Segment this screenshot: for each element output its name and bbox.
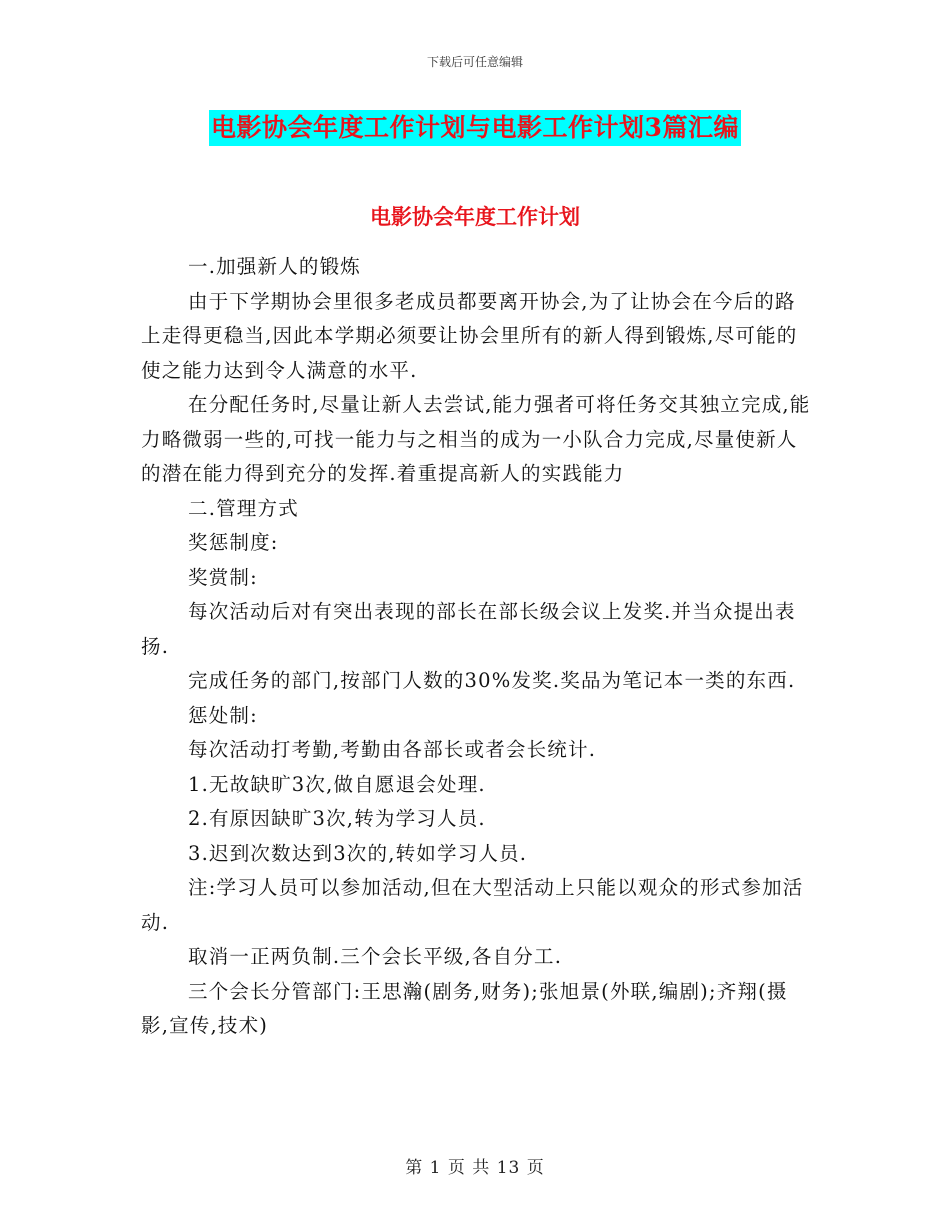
paragraph: 注:学习人员可以参加活动,但在大型活动上只能以观众的形式参加活动.	[141, 876, 804, 934]
paragraph: 2.有原因缺旷3次,转为学习人员.	[188, 807, 486, 830]
paragraph: 二.管理方式	[188, 496, 299, 520]
paragraph: 取消一正两负制.三个会长平级,各自分工.	[188, 945, 563, 968]
document-body	[141, 250, 811, 1044]
paragraph: 惩处制:	[188, 703, 258, 727]
paragraph: 三个会长分管部门:王思瀚(剧务,财务);张旭景(外联,编剧);齐翔(摄影,宣传,技术)	[141, 979, 788, 1037]
paragraph: 由于下学期协会里很多老成员都要离开协会,为了让协会在今后的路上走得更稳当,因此本学期必须要让协会里所有的新人得到锻炼,尽可能的使之能力达到令人满意的水平.	[141, 289, 798, 382]
paragraph: 奖惩制度:	[188, 531, 279, 554]
paragraph: 奖赏制:	[188, 565, 258, 589]
page-footer: 第 1 页 共 13 页	[405, 1158, 545, 1178]
paragraph: 一.加强新人的锻炼	[188, 255, 361, 278]
paragraph: 每次活动后对有突出表现的部长在部长级会议上发奖.并当众提出表扬.	[141, 600, 796, 658]
paragraph: 在分配任务时,尽量让新人去尝试,能力强者可将任务交其独立完成,能力略微弱一些的,可找一能力与之相当的成为一小队合力完成,尽量使新人的潜在能力得到充分的发挥.着重提高新人的实践能力	[141, 393, 811, 485]
paragraph: 1.无故缺旷3次,做自愿退会处理.	[188, 772, 486, 796]
paragraph: 完成任务的部门,按部门人数的30%发奖.奖品为笔记本一类的东西.	[188, 669, 796, 692]
document-title-container	[0, 110, 950, 146]
header-note: 下载后可任意编辑	[426, 55, 523, 69]
paragraph: 3.迟到次数达到3次的,转如学习人员.	[188, 841, 528, 865]
section-title: 电影协会年度工作计划	[370, 204, 580, 229]
paragraph: 每次活动打考勤,考勤由各部长或者会长统计.	[188, 738, 597, 761]
document-title: 电影协会年度工作计划与电影工作计划3篇汇编	[209, 110, 741, 146]
